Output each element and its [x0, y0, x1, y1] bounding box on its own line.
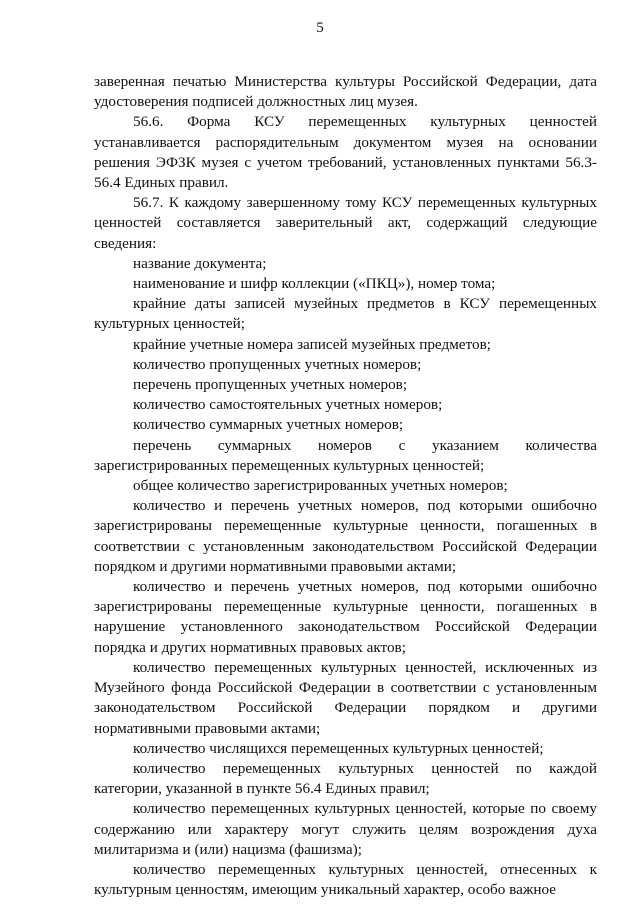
paragraph: крайние учетные номера записей музейных предметов; [133, 335, 491, 353]
paragraph: количество числящихся перемещенных культурных ценностей; [133, 739, 544, 757]
paragraph: 56.7. К каждому завершенному тому КСУ перемещенных культурных ценностей составляется заверительный акт, содержащий следующие сведения: [94, 194, 597, 252]
paragraph: количество и перечень учетных номеров, под которыми ошибочно зарегистрированы перемещенные культурные ценности, погашенных в соответствии с установленным законодательством Российской Федерации порядком и другими нормативными правовыми актами; [94, 497, 597, 575]
paragraph: количество самостоятельных учетных номеров; [133, 396, 443, 414]
paragraph: количество перемещенных культурных ценностей по каждой категории, указанной в пункте 56.4 Единых правил; [94, 759, 597, 798]
paragraph: заверенная печатью Министерства культуры Российской Федерации, дата удостоверения подписей должностных лиц музея. [94, 73, 597, 111]
paragraph: наименование и шифр коллекции («ПКЦ»), номер тома; [133, 275, 496, 293]
paragraph: количество суммарных учетных номеров; [133, 416, 404, 434]
paragraph: 56.6. Форма КСУ перемещенных культурных ценностей устанавливается распорядительным документом музея на основании решения ЭФЗК музея с учетом требований, установленных пунктами 56.3-56.4 Единых правил. [94, 113, 597, 192]
paragraph: количество перемещенных культурных ценностей, отнесенных к культурным ценностям, имеющим уникальный характер, особо важное [94, 860, 597, 899]
paragraph: количество пропущенных учетных номеров; [133, 355, 422, 373]
paragraph: общее количество зарегистрированных учетных номеров; [133, 477, 508, 495]
paragraph: название документа; [133, 254, 267, 272]
paragraph: количество перемещенных культурных ценностей, которые по своему содержанию или характеру могут служить целям возрождения духа милитаризма и (или) нацизма (фашизма); [94, 800, 597, 858]
paragraph: перечень суммарных номеров с указанием количества зарегистрированных перемещенных культурных ценностей; [94, 436, 597, 474]
document-body [94, 72, 597, 900]
paragraph: перечень пропущенных учетных номеров; [133, 376, 408, 394]
paragraph: количество перемещенных культурных ценностей, исключенных из Музейного фонда Российской Федерации в соответствии с установленным законодательством Российской Федерации порядком и другими нормативными правовыми актами; [94, 658, 597, 737]
paragraph: крайние даты записей музейных предметов в КСУ перемещенных культурных ценностей; [94, 295, 597, 333]
paragraph: количество и перечень учетных номеров, под которыми ошибочно зарегистрированы перемещенные культурные ценности, погашенных в нарушение установленного законодательством Российской Федерации порядка и других нормативных правовых актов; [94, 578, 597, 656]
page-number: 5 [316, 20, 324, 36]
